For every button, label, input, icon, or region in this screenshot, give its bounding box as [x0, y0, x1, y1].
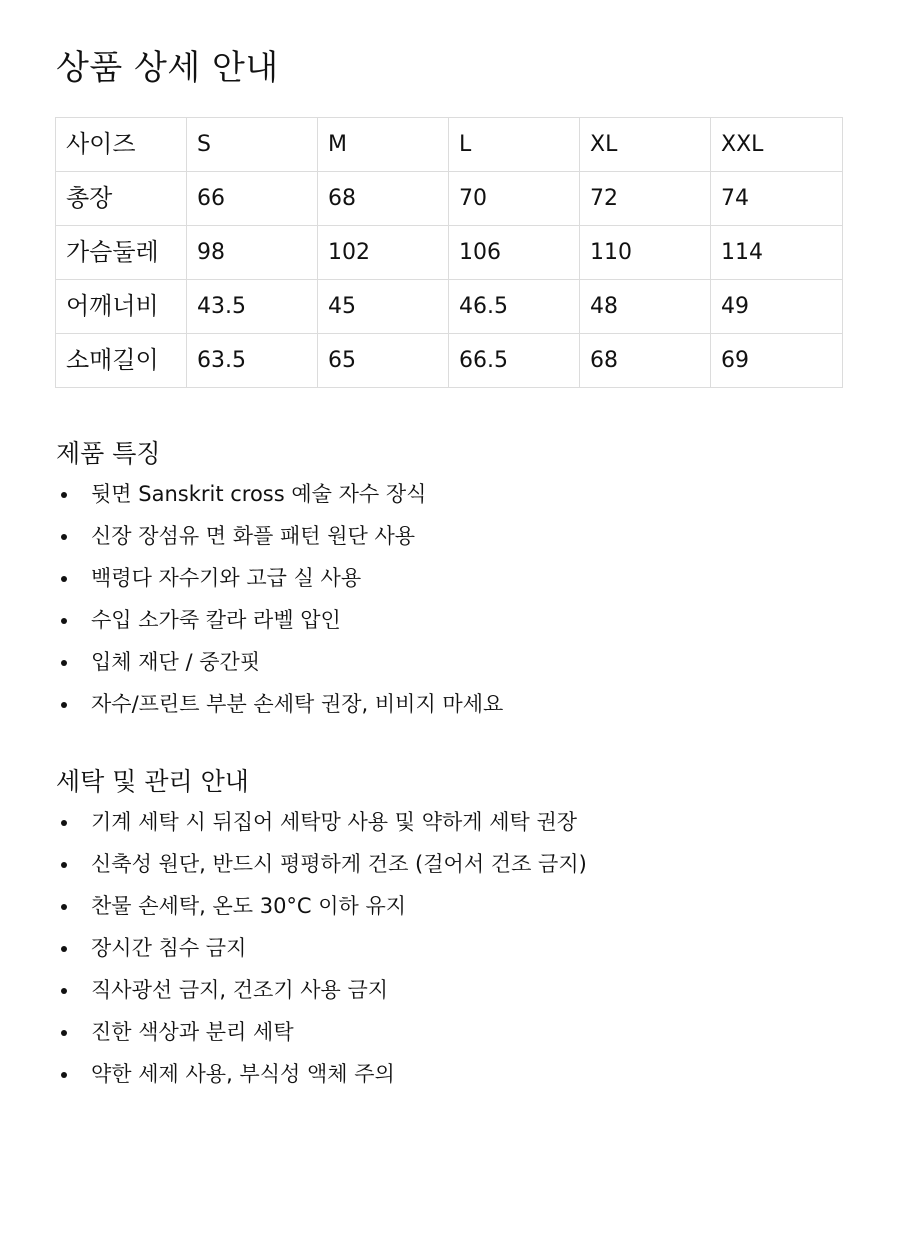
list-item-text: 신장 장섬유 면 화플 패턴 원단 사용: [91, 524, 416, 548]
size-table-row: [56, 334, 843, 388]
bullet-icon: [61, 1072, 67, 1078]
page-title: 상품 상세 안내: [56, 48, 279, 88]
list-item: [56, 804, 856, 846]
bullet-icon: [61, 988, 67, 994]
size-table-cell: 110: [580, 226, 711, 280]
size-table-cell: 66.5: [449, 334, 580, 388]
size-table-row-label: 어깨너비: [56, 280, 187, 334]
list-item-text: 직사광선 금지, 건조기 사용 금지: [91, 978, 389, 1002]
size-table-row: [56, 226, 843, 280]
list-item: [56, 1014, 856, 1056]
size-table-cell: 106: [449, 226, 580, 280]
size-table-cell: S: [187, 118, 318, 172]
size-table-row-label: 소매길이: [56, 334, 187, 388]
list-item: [56, 930, 856, 972]
size-table-cell: 68: [580, 334, 711, 388]
list-item: [56, 602, 856, 644]
list-item-text: 뒷면 Sanskrit cross 예술 자수 장식: [91, 482, 427, 506]
list-item-text: 기계 세탁 시 뒤집어 세탁망 사용 및 약하게 세탁 권장: [91, 810, 578, 834]
size-table-cell: 46.5: [449, 280, 580, 334]
list-item-text: 진한 색상과 분리 세탁: [91, 1020, 294, 1044]
list-item: [56, 972, 856, 1014]
list-item: [56, 686, 856, 728]
size-table-header-row: [56, 118, 843, 172]
size-table-row-label: 사이즈: [56, 118, 187, 172]
size-table-cell: 66: [187, 172, 318, 226]
bullet-icon: [61, 946, 67, 952]
size-table-cell: 68: [318, 172, 449, 226]
size-table-cell: 74: [711, 172, 843, 226]
bullet-icon: [61, 660, 67, 666]
size-table-cell: L: [449, 118, 580, 172]
features-section: [56, 436, 856, 728]
list-item: [56, 1056, 856, 1098]
list-item: [56, 476, 856, 518]
size-table-cell: XXL: [711, 118, 843, 172]
size-table-cell: 65: [318, 334, 449, 388]
list-item: [56, 888, 856, 930]
size-table-cell: 63.5: [187, 334, 318, 388]
list-item: [56, 644, 856, 686]
size-table-row-label: 총장: [56, 172, 187, 226]
bullet-icon: [61, 1030, 67, 1036]
list-item: [56, 518, 856, 560]
size-table-cell: 114: [711, 226, 843, 280]
list-item-text: 장시간 침수 금지: [91, 936, 247, 960]
list-item: [56, 560, 856, 602]
size-table-cell: 48: [580, 280, 711, 334]
list-item-text: 찬물 손세탁, 온도 30°C 이하 유지: [91, 894, 407, 918]
size-table-cell: 69: [711, 334, 843, 388]
care-heading: 세탁 및 관리 안내: [56, 767, 249, 796]
size-table-cell: M: [318, 118, 449, 172]
bullet-icon: [61, 618, 67, 624]
features-list: [56, 476, 856, 728]
size-table-cell: 102: [318, 226, 449, 280]
list-item-text: 신축성 원단, 반드시 평평하게 건조 (걸어서 건조 금지): [91, 852, 587, 876]
size-table-cell: 72: [580, 172, 711, 226]
size-table-row-label: 가슴둘레: [56, 226, 187, 280]
care-section: [56, 764, 856, 1098]
size-table: [55, 117, 843, 388]
bullet-icon: [61, 576, 67, 582]
size-table-cell: 45: [318, 280, 449, 334]
list-item-text: 수입 소가죽 칼라 라벨 압인: [91, 608, 341, 632]
size-table-row: [56, 172, 843, 226]
size-table-cell: 43.5: [187, 280, 318, 334]
list-item-text: 자수/프린트 부분 손세탁 권장, 비비지 마세요: [91, 692, 504, 716]
bullet-icon: [61, 534, 67, 540]
size-table-row: [56, 280, 843, 334]
size-table-cell: 70: [449, 172, 580, 226]
list-item-text: 입체 재단 / 중간핏: [91, 650, 261, 674]
size-table-cell: XL: [580, 118, 711, 172]
list-item: [56, 846, 856, 888]
care-list: [56, 804, 856, 1098]
bullet-icon: [61, 862, 67, 868]
bullet-icon: [61, 492, 67, 498]
list-item-text: 약한 세제 사용, 부식성 액체 주의: [91, 1062, 395, 1086]
bullet-icon: [61, 904, 67, 910]
bullet-icon: [61, 820, 67, 826]
bullet-icon: [61, 702, 67, 708]
size-table-cell: 98: [187, 226, 318, 280]
size-table-cell: 49: [711, 280, 843, 334]
features-heading: 제품 특징: [56, 439, 161, 468]
list-item-text: 백령다 자수기와 고급 실 사용: [91, 566, 362, 590]
